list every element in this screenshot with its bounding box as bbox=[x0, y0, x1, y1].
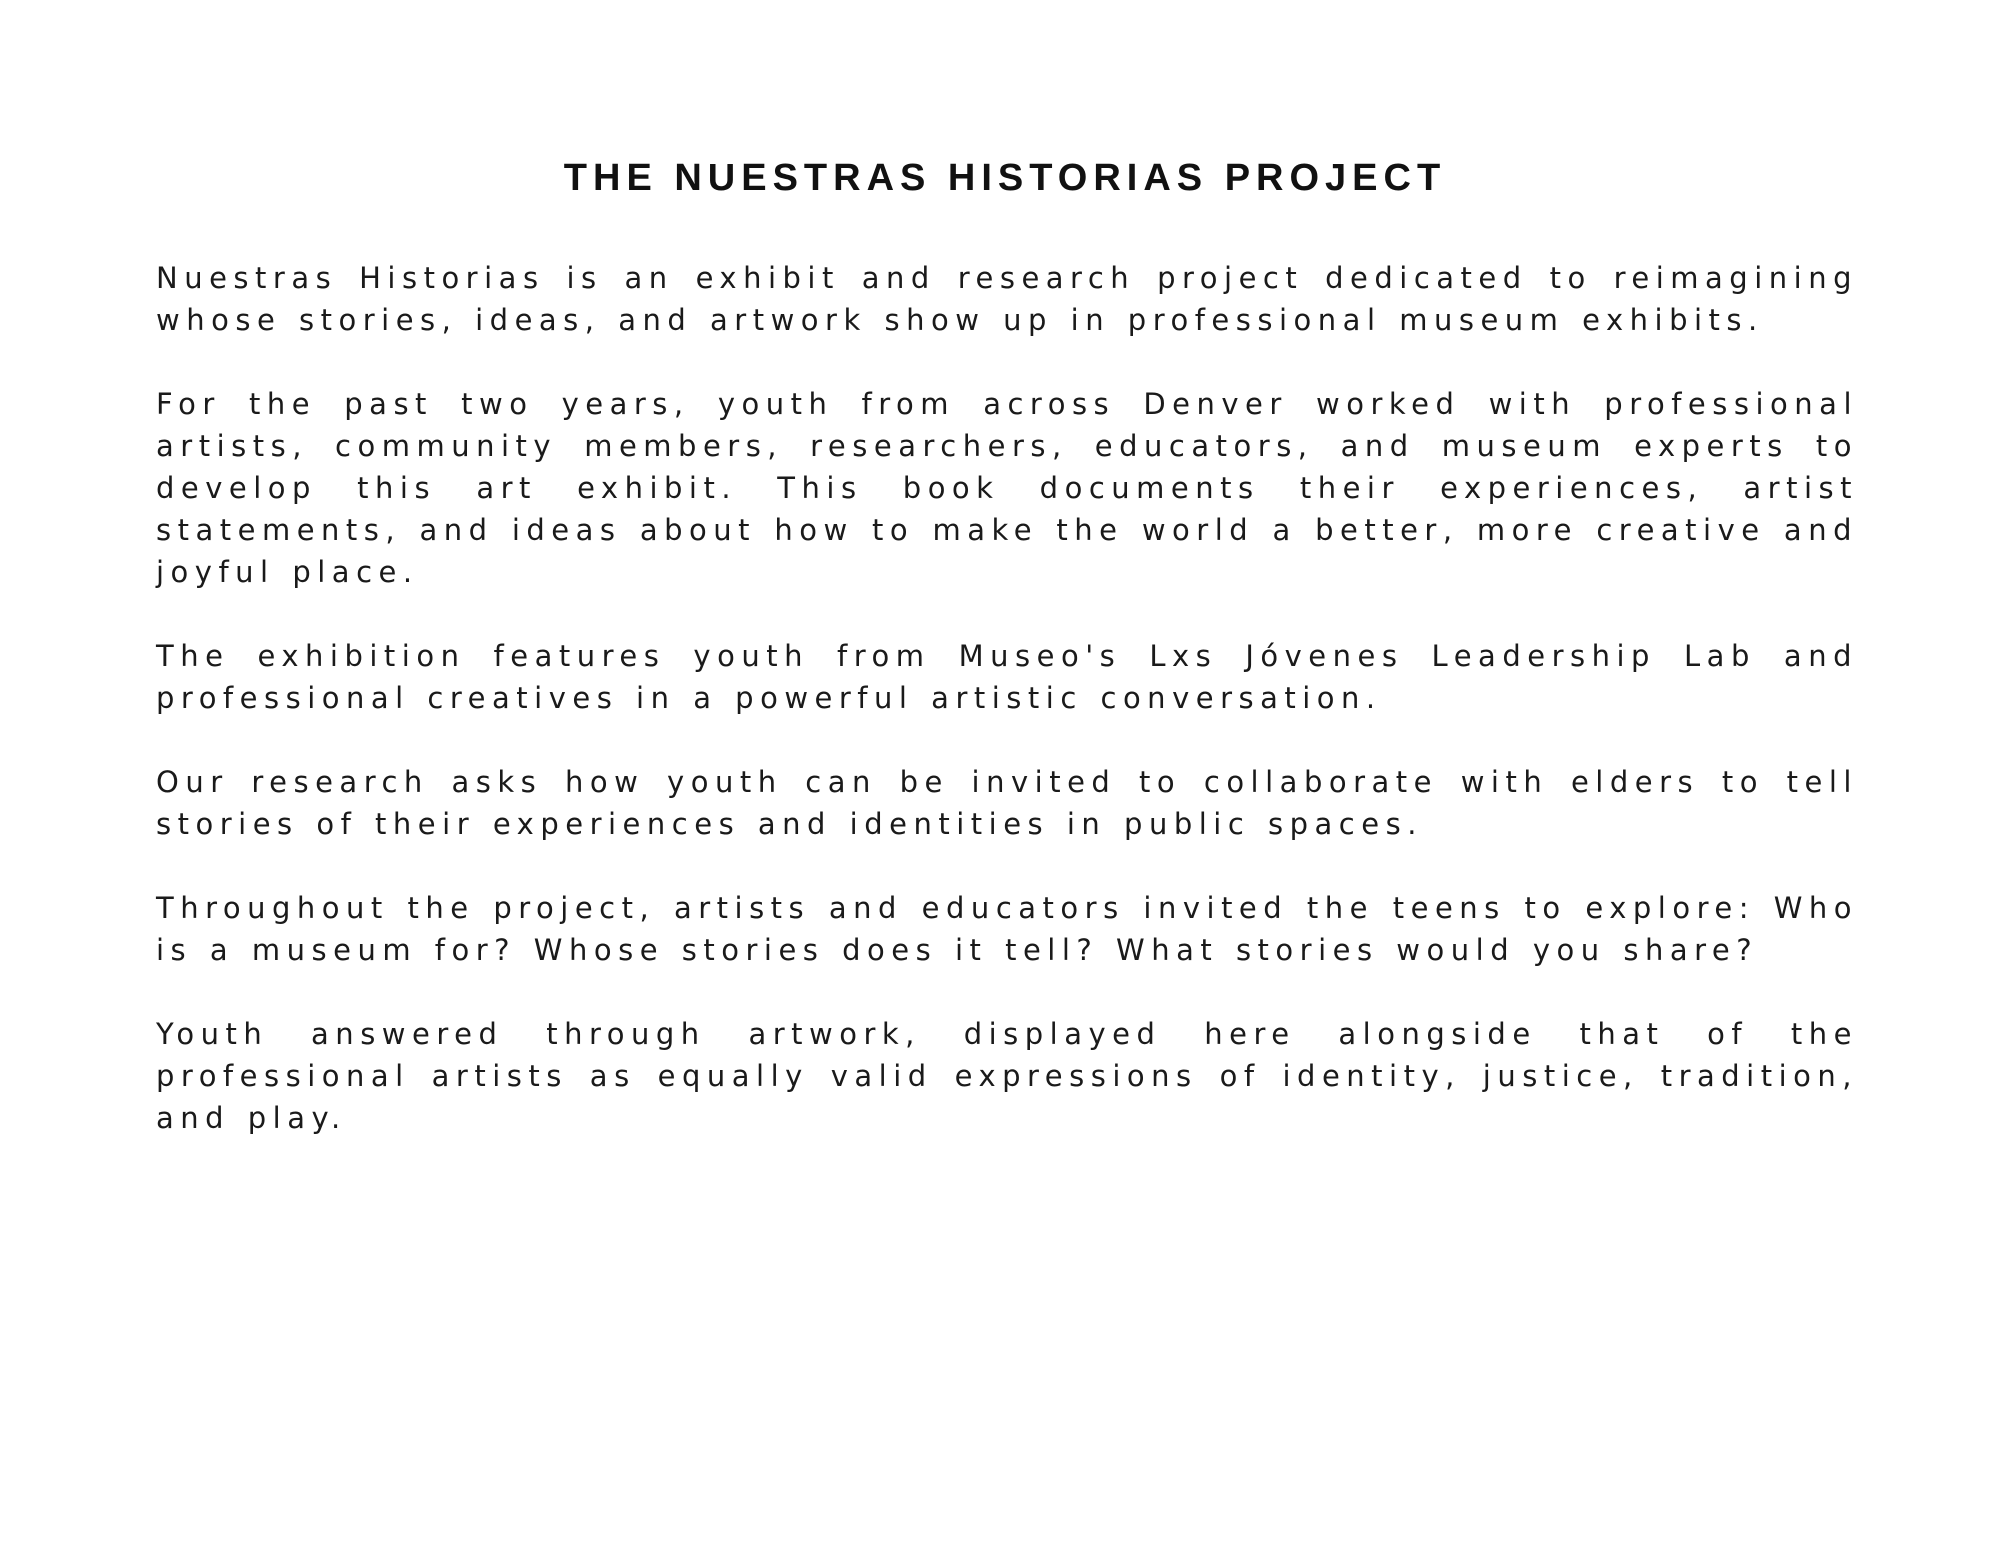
paragraph-intro: Nuestras Historias is an exhibit and research project dedicated to reimagining whose stories, ideas, and artwork show up in professional museum exhibits. bbox=[156, 261, 1858, 337]
body-text bbox=[156, 257, 1858, 1181]
paragraph-exhibition: The exhibition features youth from Museo's Lxs Jóvenes Leadership Lab and professional creatives in a powerful artistic conversation. bbox=[156, 639, 1858, 715]
paragraph-research: Our research asks how youth can be invited to collaborate with elders to tell stories of their experiences and identities in public spaces. bbox=[156, 765, 1858, 841]
paragraph-background: For the past two years, youth from across Denver worked with professional artists, community members, researchers, educators, and museum experts to develop this art exhibit. This book documents their experiences, artist statements, and ideas about how to make the world a better, more creative and joyful place. bbox=[156, 387, 1858, 589]
paragraph-youth-answers: Youth answered through artwork, displayed here alongside that of the professional artists as equally valid expressions of identity, justice, tradition, and play. bbox=[156, 1017, 1858, 1135]
paragraph-questions: Throughout the project, artists and educators invited the teens to explore: Who is a museum for? Whose stories does it tell? What stories would you share? bbox=[156, 891, 1858, 967]
page-title: THE NUESTRAS HISTORIAS PROJECT bbox=[563, 157, 1447, 199]
